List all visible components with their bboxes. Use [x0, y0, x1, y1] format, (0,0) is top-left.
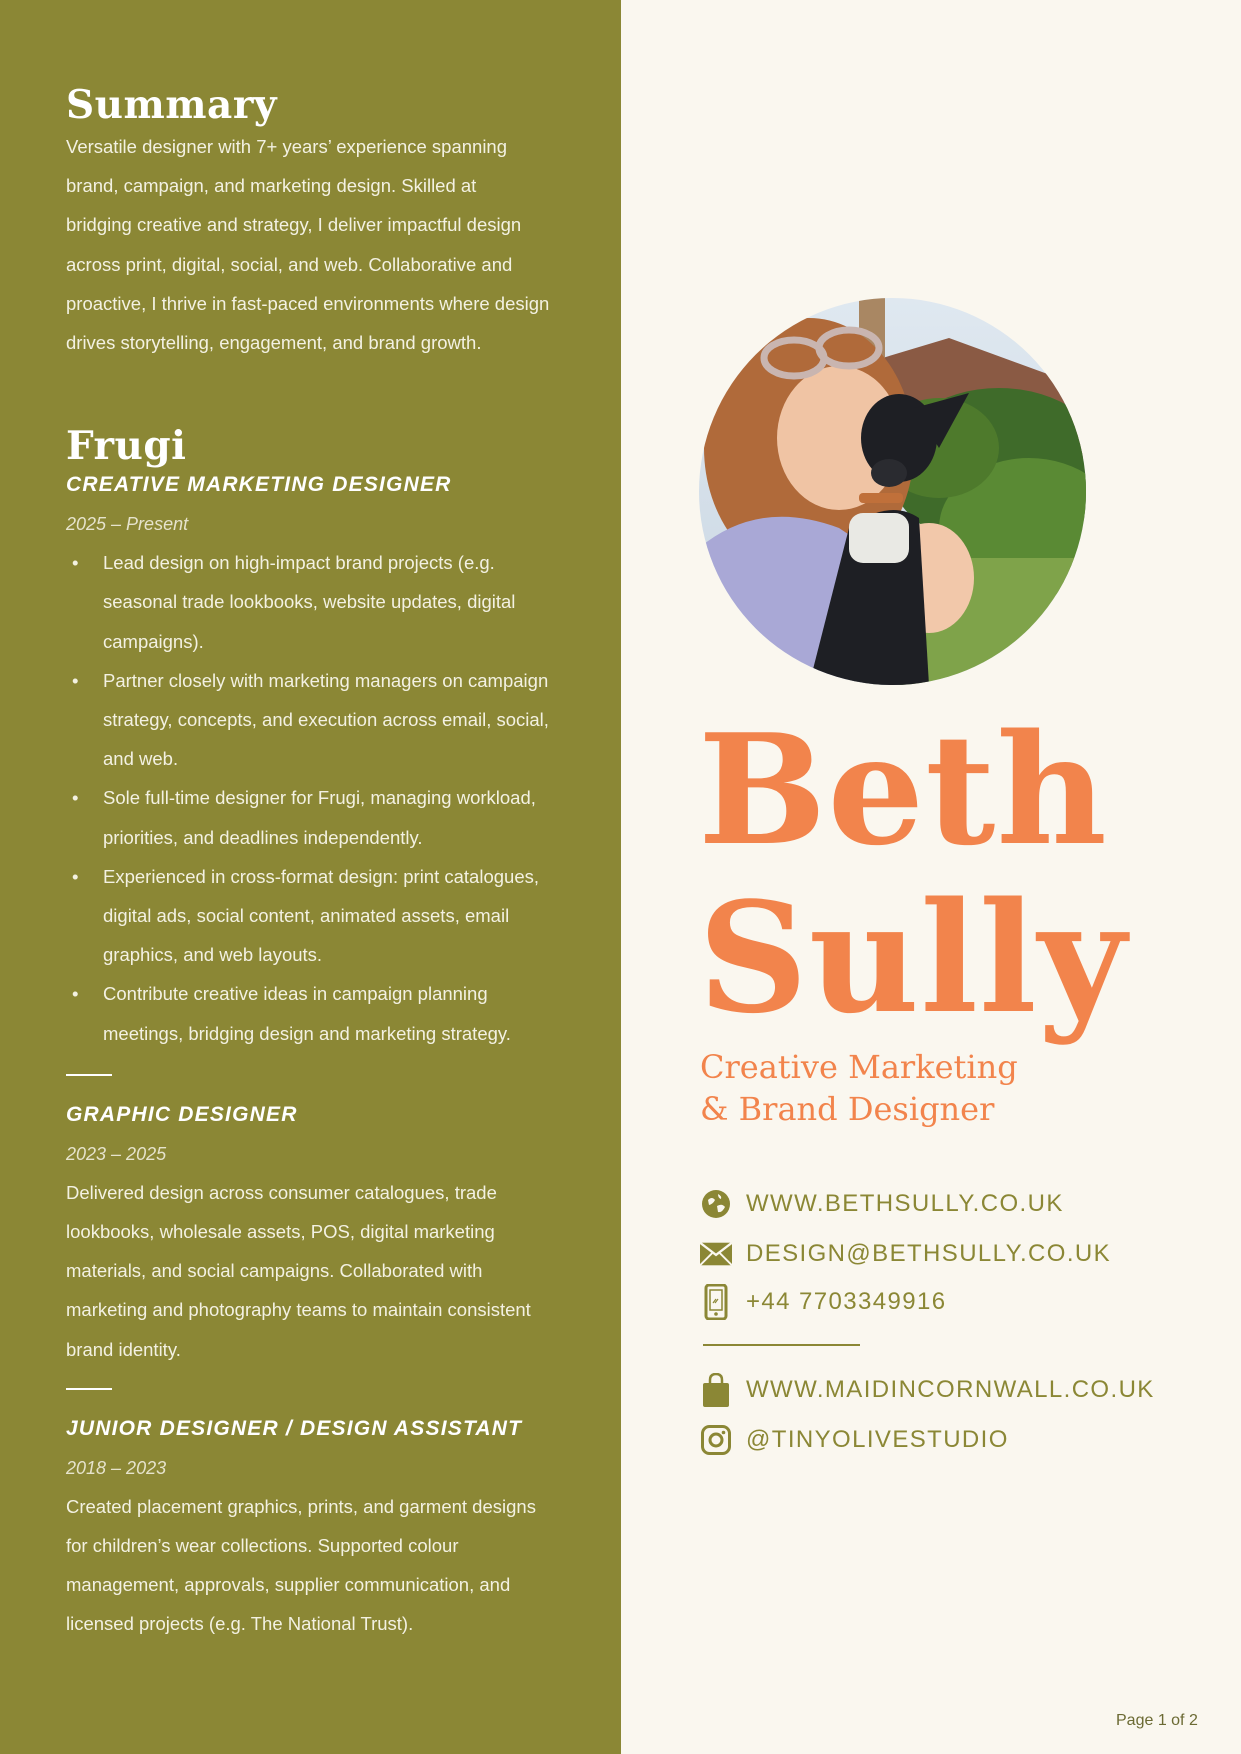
- description-line: management, approvals, supplier communication, and: [66, 1574, 511, 1596]
- job-entry: [66, 471, 551, 1053]
- job-dates: 2025 – Present: [66, 514, 189, 535]
- contact-text: +44 7703349916: [746, 1288, 947, 1315]
- job-bullets: [66, 543, 551, 1053]
- description-line: materials, and social campaigns. Collaborated with: [66, 1260, 483, 1282]
- contact-website[interactable]: [700, 1188, 1064, 1220]
- bullet-line: Partner closely with marketing managers on campaign: [103, 669, 549, 691]
- bullet-item: [66, 661, 551, 779]
- envelope-icon: [700, 1238, 732, 1270]
- bullet-dot: •: [72, 669, 79, 691]
- job-title: JUNIOR DESIGNER / DESIGN ASSISTANT: [66, 1416, 523, 1440]
- description-line: lookbooks, wholesale assets, POS, digital marketing: [66, 1221, 495, 1243]
- person-name: [698, 700, 1128, 1047]
- contact-text: WWW.BETHSULLY.CO.UK: [746, 1190, 1064, 1217]
- summary-line: bridging creative and strategy, I deliver impactful design: [66, 214, 522, 236]
- job-entry: [66, 1101, 551, 1369]
- contact-shop[interactable]: [700, 1374, 1155, 1406]
- globe-icon: [700, 1188, 732, 1220]
- left-content: [66, 80, 551, 1644]
- instagram-icon: [700, 1424, 732, 1456]
- first-name: Beth: [698, 700, 1108, 879]
- summary-line: brand, campaign, and marketing design. Skilled at: [66, 175, 477, 197]
- contact-text: WWW.MAIDINCORNWALL.CO.UK: [746, 1376, 1155, 1403]
- page-number: Page 1 of 2: [1116, 1712, 1198, 1729]
- bullet-line: seasonal trade lookbooks, website updates, digital: [103, 591, 516, 613]
- summary-line: drives storytelling, engagement, and brand growth.: [66, 332, 482, 354]
- summary-text: [66, 127, 551, 362]
- bullet-dot: •: [72, 865, 79, 887]
- description-line: marketing and photography teams to maintain consistent: [66, 1299, 531, 1321]
- last-name: Sully: [698, 868, 1128, 1047]
- contact-phone[interactable]: [700, 1286, 946, 1318]
- section-divider: [66, 1074, 112, 1076]
- tagline-line: & Brand Designer: [700, 1090, 995, 1128]
- summary-line: Versatile designer with 7+ years’ experience spanning: [66, 136, 508, 157]
- tagline-line: Creative Marketing: [700, 1048, 1018, 1086]
- bullet-line: Lead design on high-impact brand projects (e.g.: [103, 552, 495, 574]
- bullet-line: meetings, bridging design and marketing strategy.: [103, 1022, 511, 1044]
- contact-instagram[interactable]: [700, 1424, 1009, 1456]
- contact-text: @TINYOLIVESTUDIO: [746, 1426, 1009, 1453]
- description-line: for children’s wear collections. Supported colour: [66, 1535, 459, 1557]
- profile-photo: [699, 298, 1086, 685]
- bullet-item: [66, 543, 551, 661]
- summary-line: proactive, I thrive in fast-paced environments where design: [66, 292, 550, 314]
- shopping-bag-icon: [700, 1374, 732, 1406]
- company-heading: Frugi: [66, 423, 187, 470]
- bullet-line: Contribute creative ideas in campaign planning: [103, 983, 488, 1005]
- bullet-item: [66, 778, 551, 856]
- bullet-line: Sole full-time designer for Frugi, managing workload,: [103, 787, 536, 809]
- description-line: licensed projects (e.g. The National Trust).: [66, 1613, 414, 1635]
- summary-line: across print, digital, social, and web. Collaborative and: [66, 253, 513, 275]
- bullet-item: [66, 857, 551, 975]
- bullet-dot: •: [72, 787, 79, 809]
- job-title: CREATIVE MARKETING DESIGNER: [66, 473, 452, 497]
- bullet-line: campaigns).: [103, 630, 204, 652]
- bullet-item: [66, 974, 551, 1052]
- bullet-line: Experienced in cross-format design: print catalogues,: [103, 865, 539, 887]
- bullet-line: graphics, and web layouts.: [103, 944, 323, 966]
- job-entry: [66, 1415, 551, 1644]
- bullet-line: and web.: [103, 748, 179, 770]
- bullet-dot: •: [72, 552, 79, 574]
- description-line: Created placement graphics, prints, and garment designs: [66, 1495, 536, 1517]
- profile-photo-illustration: [699, 298, 1086, 685]
- bullet-dot: •: [72, 983, 79, 1005]
- summary-heading: Summary: [66, 82, 278, 128]
- contact-text: DESIGN@BETHSULLY.CO.UK: [746, 1240, 1112, 1267]
- job-tagline: [700, 1046, 1018, 1130]
- bullet-line: priorities, and deadlines independently.: [103, 826, 423, 848]
- job-dates: 2023 – 2025: [66, 1143, 167, 1164]
- job-description: [66, 1173, 551, 1369]
- contact-divider: [703, 1344, 860, 1346]
- phone-icon: [700, 1286, 732, 1318]
- section-divider: [66, 1388, 112, 1390]
- description-line: brand identity.: [66, 1338, 181, 1360]
- job-dates: 2018 – 2023: [66, 1457, 167, 1478]
- description-line: Delivered design across consumer catalogues, trade: [66, 1181, 497, 1203]
- bullet-line: strategy, concepts, and execution across email, social,: [103, 709, 549, 731]
- contact-email[interactable]: [700, 1238, 1111, 1270]
- job-description: [66, 1487, 551, 1644]
- bullet-line: digital ads, social content, animated assets, email: [103, 905, 510, 927]
- job-title: GRAPHIC DESIGNER: [66, 1102, 298, 1126]
